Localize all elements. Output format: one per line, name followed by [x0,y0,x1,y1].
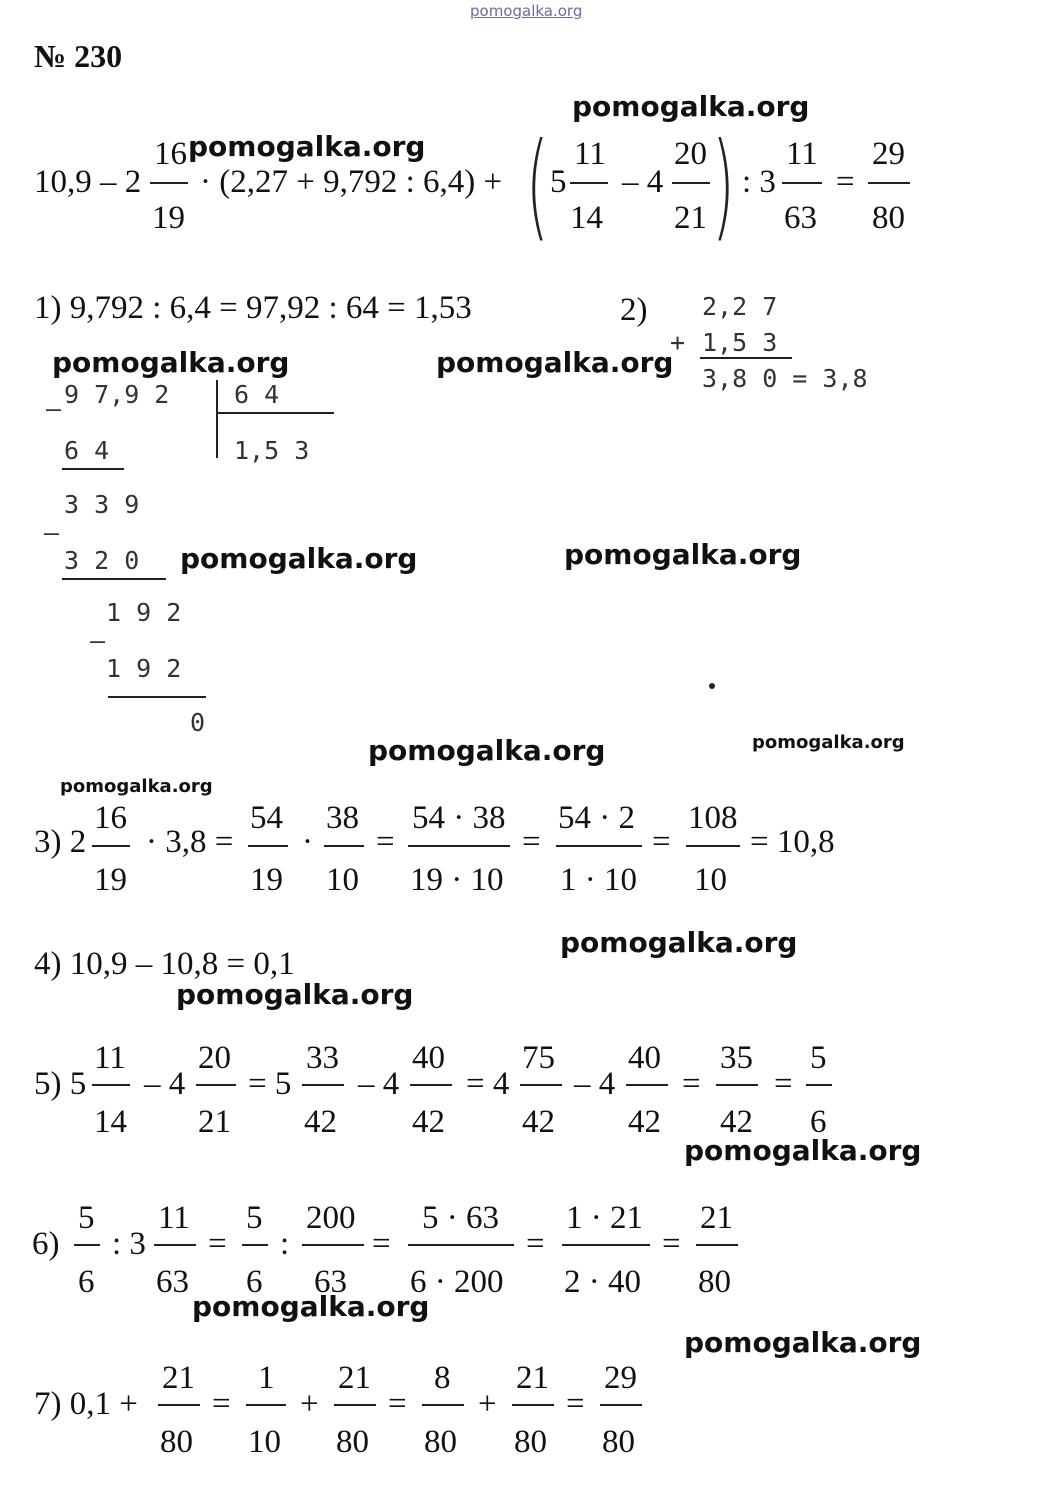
step5-num: 75 [522,1040,555,1076]
step5-label: 5) 5 [34,1066,87,1102]
division-minus: – [44,518,60,547]
step3-num: 54 · 2 [558,800,635,836]
division-quotient: 1,5 3 [234,436,310,465]
main-div: : 3 [742,164,776,200]
step6-den: 6 · 200 [410,1264,504,1300]
step7-eq: = [388,1386,407,1422]
step7-den: 10 [248,1424,281,1460]
step3-eq: = [652,824,671,860]
step7-den: 80 [336,1424,369,1460]
division-row-4: 1 9 2 [106,598,182,627]
step4-text: 4) 10,9 – 10,8 = 0,1 [34,946,295,982]
step3-result: = 10,8 [750,824,835,860]
step5-num: 40 [628,1040,661,1076]
division-minus: – [46,394,62,423]
dot-mark [709,683,715,689]
watermark: pomogalka.org [752,732,905,753]
division-minus: – [90,626,106,655]
step2-addend-2: 1,5 3 [702,328,778,357]
step5-den: 42 [628,1104,661,1140]
watermark: pomogalka.org [176,978,414,1011]
step6-num: 1 · 21 [566,1200,643,1236]
step3-label: 3) 2 [34,824,87,860]
watermark: pomogalka.org [564,538,802,571]
division-row-1: 6 4 [64,436,110,465]
watermark: pomogalka.org [572,90,810,123]
step7-den: 80 [602,1424,635,1460]
watermark: pomogalka.org [368,734,606,767]
step6-op: : [280,1226,290,1262]
step5-num: 5 [810,1040,827,1076]
step5-num: 35 [720,1040,753,1076]
division-dividend: 9 7,9 2 [64,380,170,409]
step6-den: 6 [246,1264,263,1300]
step3-den: 10 [694,862,727,898]
step5-op: – 4 [358,1066,400,1102]
step5-num: 20 [198,1040,231,1076]
step5-op: = 4 [466,1066,510,1102]
main-den-1: 19 [152,200,185,236]
division-row-5: 1 9 2 [106,654,182,683]
step5-op: – 4 [144,1066,186,1102]
division-row-2: 3 3 9 [64,490,140,519]
watermark: pomogalka.org [436,346,674,379]
step6-num: 21 [700,1200,733,1236]
step6-label: 6) [32,1226,60,1262]
step6-den: 80 [698,1264,731,1300]
step7-num: 1 [258,1360,275,1396]
main-num-5: 29 [872,136,905,172]
step3-op: · [302,824,313,860]
step6-den: 2 · 40 [564,1264,641,1300]
main-part-b: · (2,27 + 9,792 : 6,4) + [200,164,503,200]
step7-eq: = [566,1386,585,1422]
main-part-a: 10,9 – 2 [34,164,142,200]
step3-num: 38 [326,800,359,836]
main-den-5: 80 [872,200,905,236]
watermark: pomogalka.org [180,542,418,575]
step2-sum: 3,8 0 = 3,8 [702,364,868,393]
step5-num: 11 [94,1040,126,1076]
step3-op: · 3,8 = [146,824,234,860]
step7-num: 21 [516,1360,549,1396]
step7-den: 80 [160,1424,193,1460]
step6-eq: = [372,1226,391,1262]
main-den-2: 14 [570,200,603,236]
step7-den: 80 [424,1424,457,1460]
division-divisor: 6 4 [234,380,280,409]
step6-eq: = [526,1226,545,1262]
step3-den: 19 [250,862,283,898]
step3-den: 19 · 10 [410,862,504,898]
step6-num: 5 [78,1200,95,1236]
watermark: pomogalka.org [192,1290,430,1323]
step5-den: 21 [198,1104,231,1140]
main-minus: – 4 [622,164,664,200]
problem-title: № 230 [34,38,123,74]
step5-op: = 5 [248,1066,292,1102]
step5-eq: = [774,1066,793,1102]
step3-den: 1 · 10 [560,862,637,898]
step6-op: : 3 [112,1226,146,1262]
main-part-c: 5 [550,164,567,200]
step3-num: 54 [250,800,283,836]
step3-num: 54 · 38 [412,800,506,836]
watermark: pomogalka.org [52,346,290,379]
step5-num: 33 [306,1040,339,1076]
step7-num: 8 [434,1360,451,1396]
step3-num: 16 [94,800,127,836]
step5-den: 6 [810,1104,827,1140]
step6-den: 63 [156,1264,189,1300]
step6-num: 11 [158,1200,190,1236]
watermark: pomogalka.org [60,776,213,797]
step3-num: 108 [688,800,738,836]
watermark: pomogalka.org [188,130,426,163]
main-eq: = [836,164,855,200]
step2-addend-1: 2,2 7 [702,292,778,321]
step3-eq: = [376,824,395,860]
step7-num: 29 [604,1360,637,1396]
watermark: pomogalka.org [684,1134,922,1167]
step6-num: 5 [246,1200,263,1236]
step7-op: + [300,1386,319,1422]
step2-label: 2) [620,292,648,328]
step6-den: 63 [314,1264,347,1300]
step5-den: 42 [720,1104,753,1140]
main-num-3: 20 [674,136,707,172]
step7-op: + [478,1386,497,1422]
step5-op: – 4 [574,1066,616,1102]
step6-num: 200 [306,1200,356,1236]
step6-num: 5 · 63 [422,1200,499,1236]
step3-eq: = [522,824,541,860]
right-paren: ) [712,118,735,253]
division-row-3: 3 2 0 [64,546,140,575]
step5-den: 42 [304,1104,337,1140]
main-num-1: 16 [154,136,187,172]
main-den-3: 21 [674,200,707,236]
watermark: pomogalka.org [560,926,798,959]
main-num-4: 11 [786,136,818,172]
step3-den: 10 [326,862,359,898]
main-den-4: 63 [784,200,817,236]
step7-label: 7) 0,1 + [34,1386,138,1422]
step5-den: 42 [412,1104,445,1140]
division-row-6: 0 [190,708,206,737]
step3-den: 19 [94,862,127,898]
main-num-2: 11 [574,136,606,172]
step7-num: 21 [162,1360,195,1396]
step5-den: 42 [522,1104,555,1140]
step6-den: 6 [78,1264,95,1300]
step5-num: 40 [412,1040,445,1076]
watermark: pomogalka.org [684,1326,922,1359]
step7-den: 80 [514,1424,547,1460]
left-paren: ( [526,118,549,253]
step7-num: 21 [338,1360,371,1396]
step7-eq: = [212,1386,231,1422]
step2-plus: + [670,328,686,357]
step5-den: 14 [94,1104,127,1140]
step6-eq: = [208,1226,227,1262]
step6-eq: = [662,1226,681,1262]
step5-eq: = [682,1066,701,1102]
watermark-top[interactable]: pomogalka.org [470,2,583,20]
step1-text: 1) 9,792 : 6,4 = 97,92 : 64 = 1,53 [34,290,472,326]
